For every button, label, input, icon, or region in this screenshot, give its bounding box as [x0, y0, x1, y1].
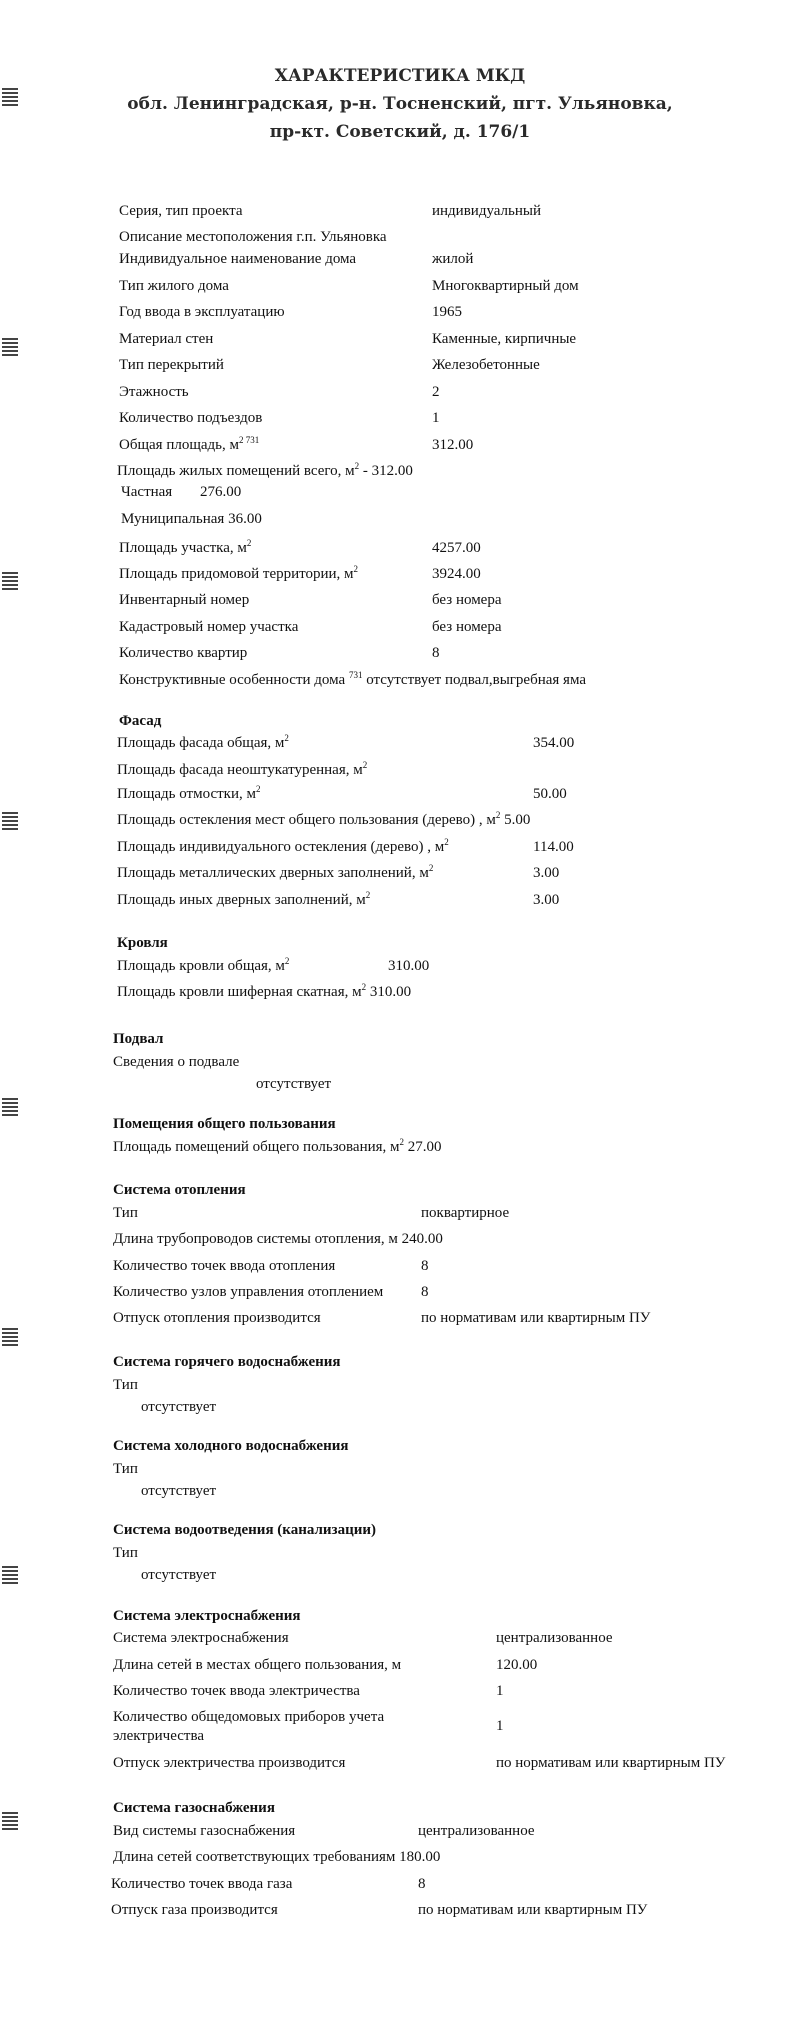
sewerage-type-label: Тип [113, 1545, 138, 1561]
hot-water-heading: Система горячего водоснабжения [113, 1354, 341, 1370]
house-type-label: Тип жилого дома [119, 278, 229, 294]
heating-heading: Система отопления [113, 1182, 246, 1198]
territory-label: Площадь придомовой территории, $м^2$ [119, 564, 359, 582]
total-area-value: 312.00 [432, 437, 474, 453]
indiv-glazing-value: 114.00 [533, 839, 574, 855]
common-rooms-area-label: Площадь помещений общего пользования, $м^2$ 27.00 [113, 1137, 442, 1155]
private-value: 276.00 [200, 484, 242, 500]
scan-mark [2, 1812, 18, 1838]
entrances-value: 1 [432, 410, 440, 426]
gas-inputs-value: 8 [418, 1876, 426, 1892]
walls-value: Каменные, кирпичные [432, 331, 577, 347]
living-area-label: Площадь жилых помещений всего, $м^2 - 312.00$ [117, 461, 413, 479]
gas-supply-value: по нормативам или квартирным ПУ [418, 1902, 648, 1918]
other-doors-label: Площадь иных дверных заполнений, $м^2$ [117, 890, 371, 908]
scan-mark [2, 572, 18, 598]
heating-type-label: Тип [113, 1205, 138, 1221]
facade-total-value: 354.00 [533, 735, 575, 751]
address-line-2: пр-кт. Советский, д. 176/1 [269, 122, 531, 142]
scan-mark [2, 1328, 18, 1354]
scan-mark [2, 1566, 18, 1592]
total-area-label: Общая площадь, $м^{2 731}$ [119, 435, 260, 453]
cold-water-heading: Система холодного водоснабжения [113, 1438, 349, 1454]
heating-nodes-value: 8 [421, 1284, 429, 1300]
electricity-network-value: 120.00 [496, 1657, 538, 1673]
heating-inputs-label: Количество точек ввода отопления [113, 1258, 336, 1274]
electricity-meters-value: 1 [496, 1718, 504, 1734]
indiv-glazing-label: Площадь индивидуального остекления (дерево) , $м^2$ [117, 837, 449, 855]
electricity-system-value: централизованное [496, 1630, 613, 1646]
private-label: Частная [121, 484, 173, 500]
heating-type-value: поквартирное [421, 1205, 510, 1221]
blind-area-label: Площадь отмостки, $м^2$ [117, 784, 261, 802]
electricity-heading: Система электроснабжения [113, 1608, 301, 1624]
cadastral-value: без номера [432, 619, 502, 635]
inventory-label: Инвентарный номер [119, 592, 250, 608]
roof-total-label: Площадь кровли общая, $м^2$ [117, 956, 290, 974]
features-label: Конструктивные особенности дома $^{731}$ отсутствует подвал,выгребная яма [119, 670, 586, 688]
municipal-label: Муниципальная 36.00 [121, 511, 262, 527]
electricity-inputs-value: 1 [496, 1683, 504, 1699]
territory-value: 3924.00 [432, 566, 481, 582]
scan-mark [2, 812, 18, 838]
roof-heading: Кровля [117, 935, 168, 951]
apartments-value: 8 [432, 645, 440, 661]
scan-mark [2, 1098, 18, 1124]
gas-heading: Система газоснабжения [113, 1800, 275, 1816]
document-title: ХАРАКТЕРИСТИКА МКД [274, 66, 526, 86]
storeys-label: Этажность [119, 384, 189, 400]
facade-total-label: Площадь фасада общая, $м^2$ [117, 733, 289, 751]
electricity-meters-label-cont: электричества [113, 1728, 204, 1744]
gas-type-value: централизованное [418, 1823, 535, 1839]
walls-label: Материал стен [119, 331, 214, 347]
cold-water-type-label: Тип [113, 1461, 138, 1477]
electricity-inputs-label: Количество точек ввода электричества [113, 1683, 360, 1699]
common-glazing-label: Площадь остекления мест общего пользования (дерево) , $м^2$ 5.00 [117, 810, 531, 828]
electricity-network-label: Длина сетей в местах общего пользования, м [113, 1657, 402, 1673]
metal-doors-value: 3.00 [533, 865, 560, 881]
common-rooms-heading: Помещения общего пользования [113, 1116, 336, 1132]
storeys-value: 2 [432, 384, 440, 400]
metal-doors-label: Площадь металлических дверных заполнений, $м^2$ [117, 863, 434, 881]
other-doors-value: 3.00 [533, 892, 560, 908]
electricity-meters-label: Количество общедомовых приборов учета [113, 1709, 385, 1725]
hot-water-type-label: Тип [113, 1377, 138, 1393]
series-label: Серия, тип проекта [119, 203, 243, 219]
cold-water-type-value: отсутствует [141, 1483, 217, 1499]
basement-heading: Подвал [113, 1031, 164, 1047]
entrances-label: Количество подъездов [119, 410, 263, 426]
electricity-system-label: Система электроснабжения [113, 1630, 289, 1646]
electricity-supply-label: Отпуск электричества производится [113, 1755, 346, 1771]
sewerage-type-value: отсутствует [141, 1567, 217, 1583]
heating-nodes-label: Количество узлов управления отоплением [113, 1284, 384, 1300]
year-label: Год ввода в эксплуатацию [119, 304, 285, 320]
gas-supply-label: Отпуск газа производится [111, 1902, 278, 1918]
slabs-label: Тип перекрытий [119, 357, 224, 373]
cadastral-label: Кадастровый номер участка [119, 619, 299, 635]
slabs-value: Железобетонные [432, 357, 540, 373]
apartments-label: Количество квартир [119, 645, 248, 661]
scan-mark [2, 338, 18, 364]
house-type-value: Многоквартирный дом [432, 278, 579, 294]
heating-supply-label: Отпуск отопления производится [113, 1310, 321, 1326]
sewerage-heading: Система водоотведения (канализации) [113, 1522, 376, 1538]
blind-area-value: 50.00 [533, 786, 567, 802]
plot-area-label: Площадь участка, $м^2$ [119, 538, 252, 556]
basement-info-label: Сведения о подвале [113, 1054, 240, 1070]
heating-inputs-value: 8 [421, 1258, 429, 1274]
address-line-1: обл. Ленинградская, р-н. Тосненский, пгт. Ульяновка, [127, 94, 673, 114]
facade-heading: Фасад [119, 713, 162, 729]
location-label: Описание местоположения г.п. Ульяновка [119, 229, 387, 245]
gas-type-label: Вид системы газоснабжения [113, 1823, 296, 1839]
plot-area-value: 4257.00 [432, 540, 481, 556]
heating-pipes-label: Длина трубопроводов системы отопления, м 240.00 [113, 1231, 443, 1247]
gas-inputs-label: Количество точек ввода газа [111, 1876, 293, 1892]
series-value: индивидуальный [432, 203, 542, 219]
inventory-value: без номера [432, 592, 502, 608]
basement-info-value: отсутствует [256, 1076, 332, 1092]
gas-network-label: Длина сетей соответствующих требованиям 180.00 [113, 1849, 441, 1865]
hot-water-type-value: отсутствует [141, 1399, 217, 1415]
facade-unplastered-label: Площадь фасада неоштукатуренная, $м^2$ [117, 760, 368, 778]
roof-slate-label: Площадь кровли шиферная скатная, $м^2$ 310.00 [117, 982, 412, 1000]
year-value: 1965 [432, 304, 462, 320]
name-label: Индивидуальное наименование дома [119, 251, 357, 267]
roof-total-value: 310.00 [388, 958, 430, 974]
name-value: жилой [432, 251, 474, 267]
electricity-supply-value: по нормативам или квартирным ПУ [496, 1755, 726, 1771]
heating-supply-value: по нормативам или квартирным ПУ [421, 1310, 651, 1326]
